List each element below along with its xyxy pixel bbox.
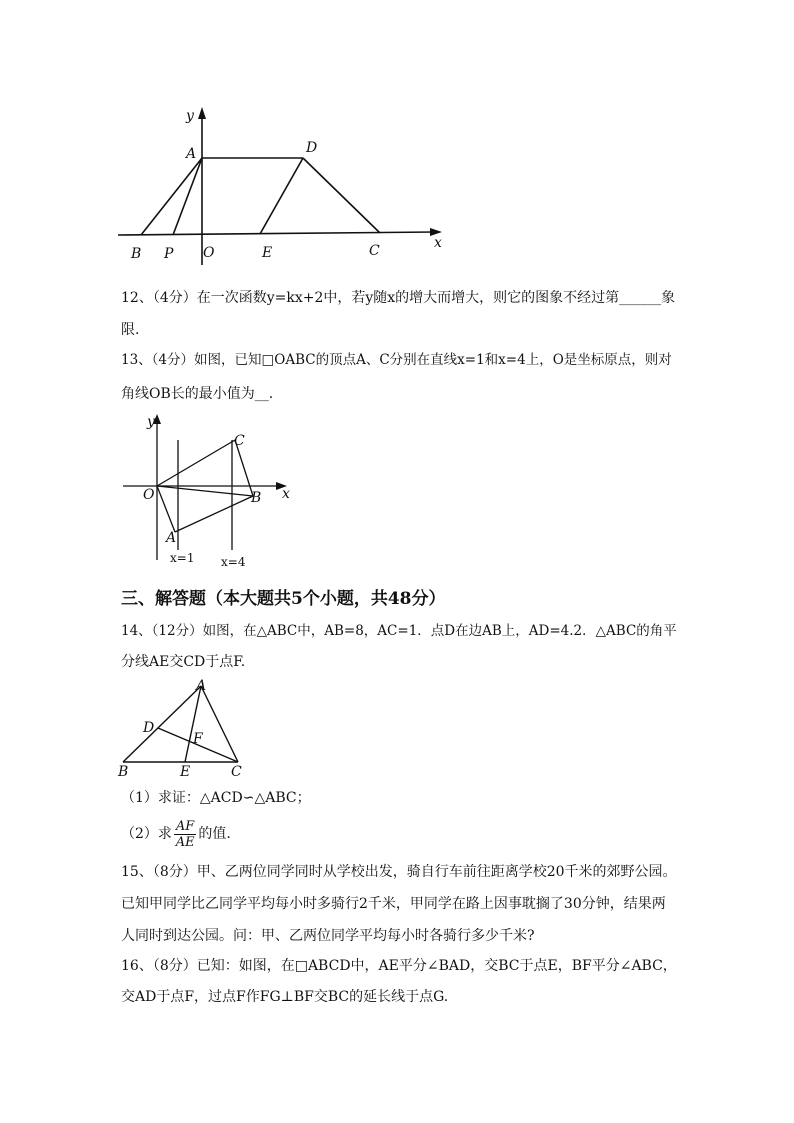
q14-part2-prefix: （2）求 [121, 826, 172, 842]
label-x4: x=4 [221, 555, 246, 569]
label-a: A [196, 678, 207, 694]
q15-line2: 已知甲同学比乙同学平均每小时多骑行2千米，甲同学在路上因事耽搁了30分钟，结果两 [121, 896, 666, 912]
label-e: E [180, 764, 191, 778]
figure-triangle [112, 678, 252, 778]
q16-line1: 16、（8分）已知：如图，在□ABCD中，AE平分∠BAD，交BC于点E，BF平分∠ABC， [121, 958, 677, 974]
label-x: x [282, 486, 290, 502]
fraction-denominator: AE [175, 834, 195, 850]
label-p: P [164, 246, 174, 262]
label-y: y [186, 108, 194, 124]
segment-ab [175, 496, 253, 532]
segment-dc [303, 158, 380, 233]
q14-line2: 分线AE交CD于点F. [121, 654, 246, 670]
label-d: D [306, 140, 318, 156]
y-axis-arrow [198, 107, 206, 119]
q14-part2 [121, 817, 231, 851]
x-axis [118, 232, 435, 235]
label-a: A [186, 146, 197, 162]
q12-line2: 限. [121, 322, 140, 338]
q14-line1: 14、（12分）如图，在△ABC中，AB=8，AC=1．点D在边AB上，AD=4.2．△ABC的角平 [121, 623, 677, 639]
q15-line3: 人同时到达公园。问：甲、乙两位同学平均每小时各骑行多少千米? [121, 928, 535, 944]
q14-part2-suffix: 的值. [198, 826, 231, 842]
figure-parallelogram [115, 410, 305, 570]
q13-line2: 角线OB长的最小值为__. [121, 386, 274, 402]
label-o: O [203, 245, 215, 261]
label-c: C [231, 764, 242, 778]
q14-part1: （1）求证：△ACD∽△ABC； [121, 790, 311, 806]
segment-ab [123, 686, 201, 762]
label-e: E [262, 245, 273, 261]
segment-oc [157, 440, 235, 486]
label-o: O [143, 487, 155, 503]
segment-ac [201, 686, 238, 762]
label-b: B [131, 246, 142, 262]
fraction-numerator: AF [175, 818, 195, 834]
label-x: x [434, 235, 442, 251]
label-c: C [234, 433, 245, 449]
q13-line1: 13、（4分）如图，已知□OABC的顶点A、C分别在直线x=1和x=4上，O是坐标原点，则对 [121, 352, 672, 368]
fraction-af-ae [174, 819, 196, 850]
q15-line1: 15、（8分）甲、乙两位同学同时从学校出发，骑自行车前往距离学校20千米的郊野公园。 [121, 864, 677, 880]
label-b: B [251, 490, 262, 506]
segment-ap [173, 158, 202, 235]
section-heading: 三、解答题（本大题共5个小题，共48分） [121, 589, 446, 609]
segment-de [260, 158, 303, 234]
label-d: D [143, 720, 155, 736]
segment-ae [185, 686, 201, 762]
segment-oa [157, 486, 175, 532]
segment-ab [141, 158, 202, 235]
figure-trapezoid [110, 105, 450, 270]
q16-line2: 交AD于点F，过点F作FG⊥BF交BC的延长线于点G. [121, 989, 449, 1005]
label-a: A [166, 530, 177, 546]
q12-line1: 12、（4分）在一次函数y=kx+2中，若y随x的增大而增大，则它的图象不经过第______象 [121, 290, 676, 306]
segment-ob [157, 486, 253, 496]
label-b: B [118, 764, 129, 778]
label-c: C [369, 243, 380, 259]
label-f: F [193, 731, 203, 747]
label-y: y [147, 414, 155, 430]
label-x1: x=1 [170, 551, 195, 565]
